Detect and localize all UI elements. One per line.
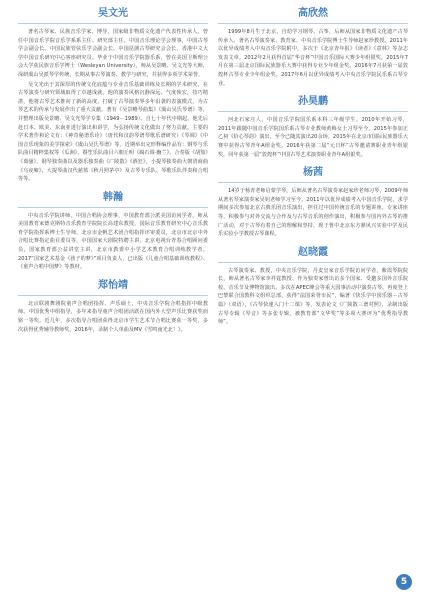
divider <box>218 23 408 24</box>
bio-paragraph: 河北石家庄人，中国音乐学院国乐系本科三年级学生。2010年开始习琴，2011年跟随中国音乐学院国乐系古琴专业教师黄梅女士习琴至今。2015年参加正乙祠《恰心琴韵》演出，至今已随其演出20余场。2015年在北京市国际民族器乐大赛中获得古琴青年A组金奖。2016年获第二届“元日杯”古琴邀请赛职业青年组银奖，同年获第一届“敦煌杯”中国古琴艺术演奏职业青年A组银奖。 <box>218 117 408 158</box>
divider <box>18 23 208 24</box>
bio-name: 郑怡靖 <box>98 279 128 291</box>
bio-paragraph: 中央音乐学院讲师，中国合唱协会理事，中国教育部公派美国访问学者，师从美国教育家德克斯特音乐教育学院院长高建东教授，国际音乐教育研究中心音乐教育学院指挥系博士生导师，北京市金帆艺术团合唱指挥评审委员，北京市北京中外合唱比赛指定曲目委员等，中国国家大剧院特聘主讲，北京电视台青春合唱顾问委员，国家教育部公益讲堂主讲，北京市教委中小学艺术教育合唱训练教学者。2017“国家艺术基金《孩子的梦》”项目负责人，已出版《儿童合唱基础训练教程》、《童声合唱中国梦》等教材。 <box>18 212 208 271</box>
bio-name: 杨茜 <box>303 167 323 179</box>
bio-paragraph: 1999年8月生于北京，自幼学习钢琴、古筝，后师从国家非物质文化遗产古琴传承人、著名古琴演奏家、教育家、中央音乐学院博士生导师赵家珍教授。2011年以优异成绩考入中央音乐学院附中，多次于《北京青年报》《读者》《意林》等杂志发表文章。2012年2月获得首届“华音杯”中国音乐国际大赛少年组银奖，2015年7月在第三届北京国际民族器乐大赛中获得专业少年组金奖。2016年7月获第一届敦煌杯古琴专业少年组金奖。2017年6月以优异成绩考入中央音乐学院民乐系古琴专业。 <box>218 29 408 87</box>
left-column <box>18 0 208 600</box>
divider <box>18 295 208 296</box>
bio-zhao-xiaoxia <box>218 239 408 327</box>
bio-name: 赵晓霞 <box>298 246 328 258</box>
divider <box>18 207 208 208</box>
bio-paragraph: 北京联剧舞剧院童声合唱团指挥、声乐硕士，中央音乐学院合唱指挥中级教师、中国优秀中组指导，多年来指导童声合唱团活跃在国内外大型声乐比赛获奖而铭一等奖。近几年，多次指导合唱团获得北京市学生艺术节合唱比赛获一等奖，多次获得优秀辅导教师奖。2016年，录制个人单曲及MV《雪鸣南光北！》。 <box>18 300 208 333</box>
bio-name: 高欣然 <box>298 8 328 19</box>
divider <box>218 182 408 183</box>
page-number-badge: 5 <box>396 574 412 590</box>
bio-paragraph: 著名古琴家、民族音乐学家、博导，国家级非物质文化遗产代表性传承人。曾任中国音乐学院音乐学系系主任、研究部主任、中国音乐理论学会理事，中国古琴学会副会长、中国民族管弦乐学会副会长、中国昆剧古琴研究会会长，香港中文大学中国音乐研究中心客座研究员。毕业于中国音乐学院器乐系，曾在美国卫斯理公会大学获民族音乐学博士（Wesleyan University），师从吴景略、吴文光等大师，深研虞山吴派琴学传统，长期从事古琴演奏、教学与研究，并获得多项学术荣誉。 <box>18 29 208 78</box>
bio-zheng-yijing <box>18 272 208 334</box>
divider <box>218 262 408 263</box>
bio-name: 韩瀚 <box>103 191 123 203</box>
bio-sun-haopeng <box>218 88 408 159</box>
bio-paragraph: 古琴演奏家、教授，中央音乐学院，丹麦皇家音乐学院访问学者，紫霞琴院院长，师从著名古琴家李祥霆教授、作为独奏家曾出访多个国家、受邀多国外音乐院校、音乐节及博物馆演出。多次在APEC峰会等重大国事活动中演奏古琴。再度登上巴黎联合国教科文组织总部，获得“法国荣誉市民”，编著《快乐学中国乐器－古琴篇》（双语），《古琴快速入门十二课》等。发表论文《广陵散三谱对照》，录制出版古琴专辑《琴音》等多张专辑，被教育部“文华奖”等多项大赛评为“优秀指导教师”。 <box>218 267 408 326</box>
divider <box>218 111 408 112</box>
bio-name: 吴文光 <box>98 8 128 19</box>
bio-han-han <box>18 184 208 272</box>
bio-gao-xinran <box>218 0 408 88</box>
bio-paragraph: 吴文光出于其深厚的传统文化底蕴与专业音乐基础训练及长期的学术研究，在古琴演奏与研究领域取得了卓越成就。他的演奏风格沉静深远、气度恢宏，技巧精湛，他将古琴艺术推向了新的高度，打破了古琴演奏界多年沿袭的表演模式，为古琴艺术的传承与发展作出了重大贡献。著有《吴景略琴曲集》《虞山吴氏琴谱》等，并整理出版吴景略、吴文光琴学专集（1949－1989）、自七十年代中期起，他先后赴日本、欧美、东南亚进行演出和讲学，为弘扬传统文化做出了努力贡献。主要的学术著作和论文有：《神奇秘谱乐诠》（唐代和汉韵琴谱琴歌乐谱研究）《琴调》《中国音乐现象的美学探索》《虞山吴氏琴谱》等。近期举出完形释编作品有：钢琴与乐队曲目精粹集权等《瓜洲》，瞽笙乐队曲目六朝丘明《碣石调·幽兰》，合奏版《胡笳》《离骚》，钢琴独奏曲以及器乐独奏曲《广陵散》《酒狂》，小提琴独奏曲大朝清商曲《乌夜啼》、大提琴曲汉代慈篮《秋月照茅亭》及古琴专乐队、琴歌乐队伴奏和合唱等等。 <box>18 81 208 183</box>
right-column <box>218 0 408 600</box>
bio-wu-wenguang <box>18 0 208 184</box>
bio-paragraph: 14岁于杨青老师启蒙学琴，后师从著名古琴演奏家赵家珍老师习琴，2009年师从著名琴家演奏家吴钊老师学习至今。2011年以优异成绩考入中国音乐学院，求学期间多次参加北京古典乐团音乐演出，担任过中国传统音乐的专题讲座、专家讲座等，积极参与对外交流与合作及与古琴音乐的创作演出，积极参与国内外古琴的推广活动，对于古琴有着自己的理解和坚持，现于鲁中北京东方鼎风兴实验中学及民乐实验小学教授古琴课程。 <box>218 188 408 238</box>
bio-yang-qian <box>218 159 408 239</box>
bio-name: 孙昊鹏 <box>298 96 328 108</box>
